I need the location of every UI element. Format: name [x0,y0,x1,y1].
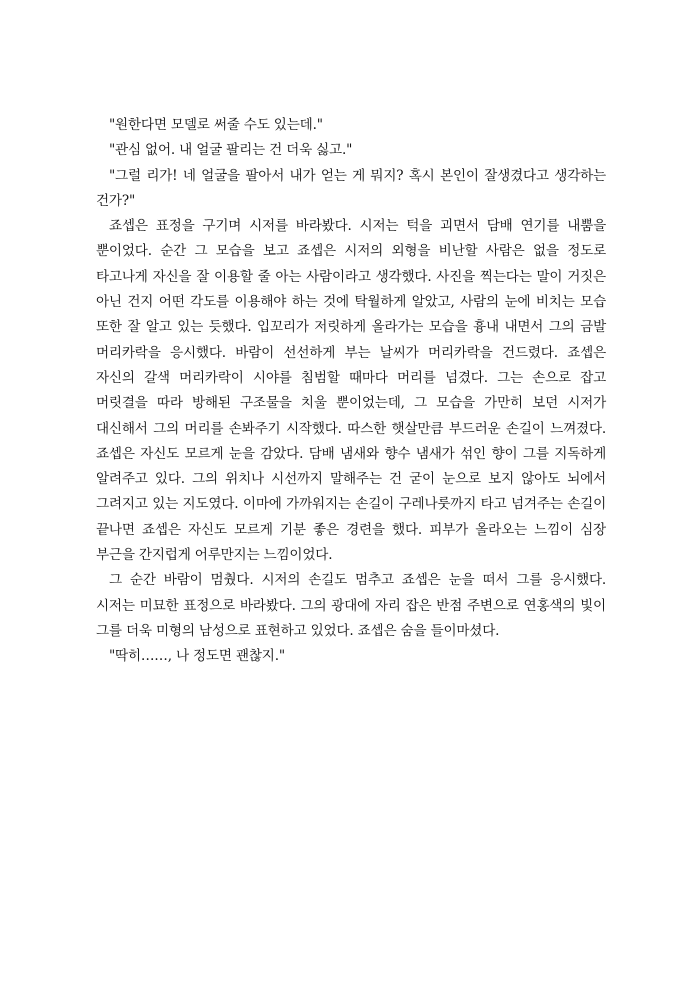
paragraph-dialogue-2: "관심 없어. 내 얼굴 팔리는 건 더욱 싫고." [109,142,353,159]
paragraph-narration-1: 죠셉은 표정을 구기며 시저를 바라봤다. 시저는 턱을 괴면서 담배 연기를 내뿜을 뿐이었다. 순간 그 모습을 보고 죠셉은 시저의 외형을 비난할 사람은 없을 정도로 타고나게 자신을 잘 이용할 줄 아는 사람이라고 생각했다. 사진을 찍는다는 말이 거짓은 아닌 건지 어떤 각도를 이용해야 하는 것에 탁월하게 알았고, 사람의 눈에 비치는 모습 또한 잘 알고 있는 듯했다. 입꼬리가 저릿하게 올라가는 모습을 흉내 내면서 그의 금발 머리카락을 응시했다. 바람이 선선하게 부는 날씨가 머리카락을 건드렸다. 죠셉은 자신의 갈색 머리카락이 시야를 침범할 때마다 머리를 넘겼다. 그는 손으로 잡고 머릿결을 따라 방해된 구조물을 치울 뿐이었는데, 그 모습을 가만히 보던 시저가 대신해서 그의 머리를 손봐주기 시작했다. 따스한 햇살만큼 부드러운 손길이 느껴졌다. 죠셉은 자신도 모르게 눈을 감았다. 담배 냄새와 향수 냄새가 섞인 향이 그를 지독하게 알려주고 있다. 그의 위치나 시선까지 말해주는 건 굳이 눈으로 보지 않아도 뇌에서 그려지고 있는 지도였다. 이마에 가까워지는 손길이 구레나룻까지 타고 넘겨주는 손길이 끝나면 죠셉은 자신도 모르게 기분 좋은 경련을 했다. 피부가 올라오는 느낌이 심장 부근을 간지럽게 어루만지는 느낌이었다. [96,218,606,564]
paragraph-narration-2: 그 순간 바람이 멈췄다. 시저의 손길도 멈추고 죠셉은 눈을 떠서 그를 응시했다. 시저는 미묘한 표정으로 바라봤다. 그의 광대에 자리 잡은 반점 주변으로 연홍색의 빛이 그를 더욱 미형의 남성으로 표현하고 있었다. 죠셉은 숨을 들이마셨다. [96,572,606,639]
paragraph-dialogue-1: "원한다면 모델로 써줄 수도 있는데." [109,117,323,133]
paragraph-dialogue-4: "딱히……, 나 정도면 괜찮지." [109,648,285,665]
body-text [96,113,606,670]
paragraph-dialogue-3: "그럴 리가! 네 얼굴을 팔아서 내가 얻는 게 뭐지? 혹시 본인이 잘생겼다고 생각하는 건가?" [96,167,606,209]
